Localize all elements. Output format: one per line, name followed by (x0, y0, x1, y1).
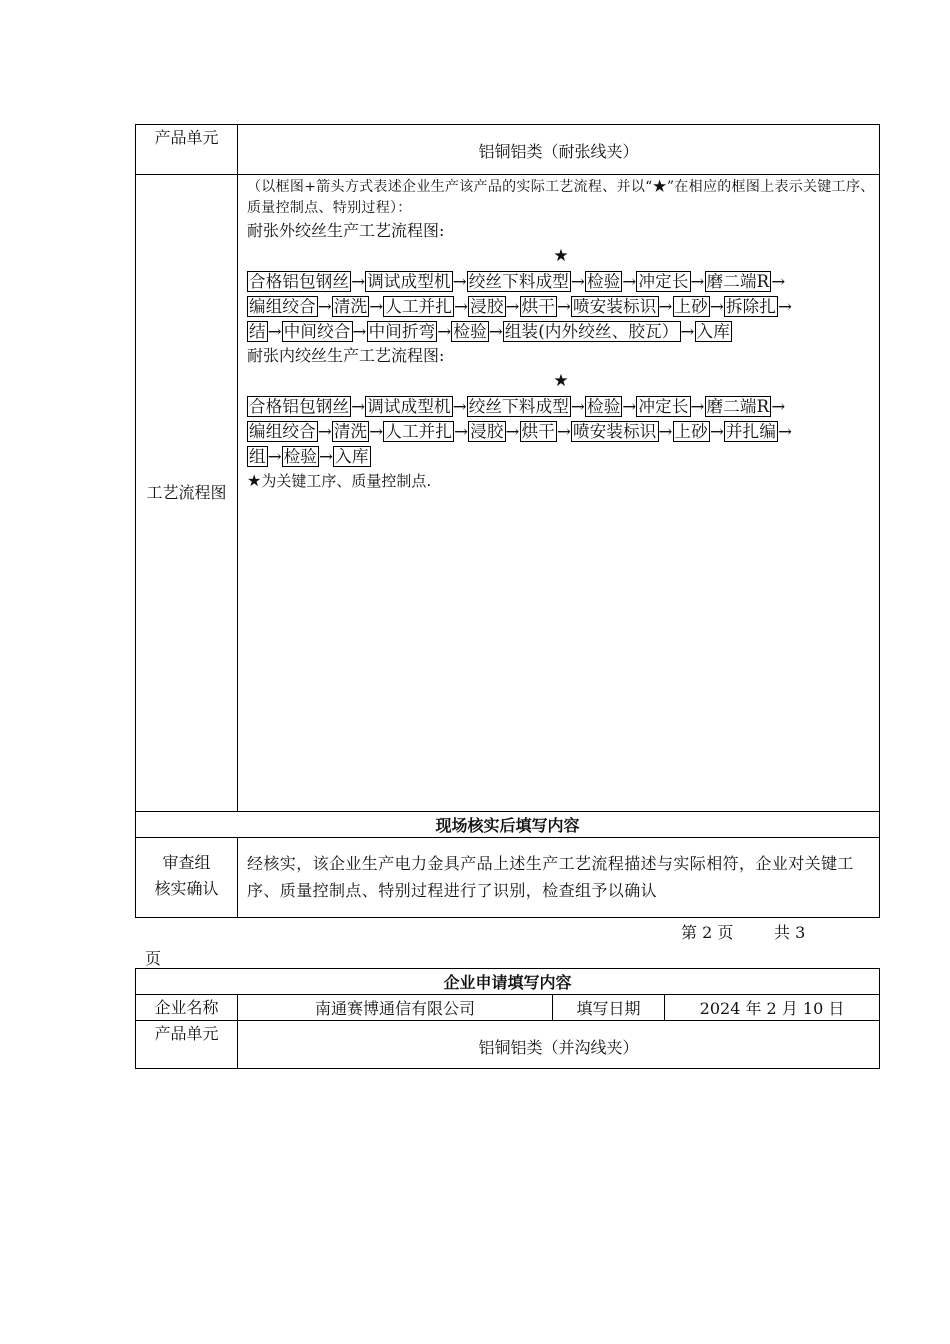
flow-step-box: 组 (249, 447, 266, 466)
flow-step-box: 人工并扎 (385, 297, 453, 316)
flow-step-box: 调试成型机 (367, 272, 451, 291)
review-label-line-1: 审查组 (162, 852, 211, 872)
flow-arrow-icon: → (317, 422, 332, 441)
flow-step-box: 磨二端R (706, 397, 770, 416)
flow-step-box: 结 (249, 322, 266, 341)
flow-arrow-icon: → (452, 272, 467, 291)
flow-step-box: 喷安装标识 (573, 297, 657, 316)
legend (247, 469, 875, 493)
product-unit-value-2: 铝铜铝类（并沟线夹） (238, 1021, 880, 1069)
flow-step-box: 编组绞合 (249, 297, 316, 316)
flow-step-box: 合格铝包钢丝 (249, 397, 350, 416)
flow-step-box: 调试成型机 (367, 397, 451, 416)
flow-step-box: 合格铝包钢丝 (249, 272, 350, 291)
flow-arrow-icon: → (319, 447, 334, 466)
product-unit-label: 产品单元 (136, 125, 238, 175)
flow-arrow-icon: → (369, 422, 384, 441)
flow-step-box: 检验 (587, 272, 621, 291)
flow-arrow-icon: → (709, 297, 724, 316)
application-section-header: 企业申请填写内容 (136, 969, 880, 995)
flow-step-box: 检验 (587, 397, 621, 416)
fill-date-label: 填写日期 (553, 995, 665, 1021)
flow-step-box: 编组绞合 (249, 422, 316, 441)
flow-arrow-icon: → (778, 297, 793, 316)
flow-step-box: 浸胶 (470, 422, 504, 441)
outer-flow-line-2 (247, 294, 875, 319)
onsite-section-header: 现场核实后填写内容 (136, 812, 880, 838)
flow-arrow-icon: → (267, 322, 282, 341)
flow-arrow-icon: → (771, 397, 786, 416)
inner-flow-star: ★ (553, 371, 569, 391)
flow-step-box: 喷安装标识 (573, 422, 657, 441)
flow-step-box: 浸胶 (470, 297, 504, 316)
flow-step-box: 上砂 (674, 422, 708, 441)
flow-step-box: 入库 (335, 447, 369, 466)
flow-arrow-icon: → (505, 297, 520, 316)
flow-arrow-icon: → (622, 272, 637, 291)
flow-arrow-icon: → (352, 322, 367, 341)
flow-step-box: 上砂 (674, 297, 708, 316)
flow-step-box: 烘干 (521, 297, 555, 316)
flow-step-box: 中间绞合 (283, 322, 351, 341)
flow-arrow-icon: → (778, 422, 793, 441)
flow-step-box: 入库 (696, 322, 730, 341)
flow-step-box: 清洗 (333, 297, 368, 316)
flow-step-box: 拆除扎 (725, 297, 777, 316)
flow-arrow-icon: → (658, 297, 673, 316)
process-flow-table (135, 124, 880, 918)
flow-arrow-icon: → (454, 297, 469, 316)
flow-arrow-icon: → (488, 322, 503, 341)
outer-flow-title: 耐张外绞丝生产工艺流程图: (247, 221, 445, 240)
flow-arrow-icon: → (369, 297, 384, 316)
flow-arrow-icon: → (351, 272, 366, 291)
page-number-suffix: 页 (145, 949, 162, 968)
review-confirmation-text: 经核实，该企业生产电力金具产品上述生产工艺流程描述与实际相符，企业对关键工序、质量控制点、特别过程进行了识别，检查组予以确认 (238, 838, 880, 918)
flow-arrow-icon: → (351, 397, 366, 416)
flow-arrow-icon: → (690, 272, 705, 291)
company-name-label: 企业名称 (136, 995, 238, 1021)
flow-step-box: 绞丝下料成型 (468, 397, 569, 416)
flow-arrow-icon: → (437, 322, 452, 341)
flow-arrow-icon: → (658, 422, 673, 441)
flow-arrow-icon: → (505, 422, 520, 441)
outer-flow-star: ★ (553, 246, 569, 266)
flow-arrow-icon: → (267, 447, 282, 466)
flow-arrow-icon: → (317, 297, 332, 316)
page-number-current: 第 2 页 (681, 923, 734, 942)
process-flow-label: 工艺流程图 (136, 175, 238, 812)
inner-flow-line-3 (247, 444, 875, 469)
outer-flow-line-1 (247, 269, 875, 294)
flow-arrow-icon: → (570, 397, 585, 416)
flow-step-box: 磨二端R (706, 272, 770, 291)
legend-text: 为关键工序、质量控制点. (261, 472, 432, 490)
inner-flow-title: 耐张内绞丝生产工艺流程图: (247, 346, 445, 365)
flow-step-box: 绞丝下料成型 (468, 272, 569, 291)
flow-arrow-icon: → (622, 397, 637, 416)
flow-step-box: 组装(内外绞丝、胶瓦） (504, 322, 679, 341)
flow-arrow-icon: → (690, 397, 705, 416)
inner-flow-line-2 (247, 419, 875, 444)
flow-arrow-icon: → (709, 422, 724, 441)
flow-arrow-icon: → (771, 272, 786, 291)
review-label-line-2: 核实确认 (154, 878, 219, 898)
flow-step-box: 冲定长 (638, 397, 689, 416)
flow-step-box: 冲定长 (638, 272, 689, 291)
inner-flow-line-1 (247, 394, 875, 419)
flow-step-box: 并扎编 (725, 422, 777, 441)
flow-arrow-icon: → (570, 272, 585, 291)
review-label (136, 838, 238, 918)
company-name-value: 南通赛博通信有限公司 (238, 995, 553, 1021)
flow-step-box: 检验 (453, 322, 487, 341)
flow-step-box: 烘干 (521, 422, 555, 441)
process-flow-content (238, 175, 880, 812)
product-unit-value: 铝铜铝类（耐张线夹） (238, 125, 880, 175)
application-info-table (135, 968, 880, 1069)
fill-date-value: 2024 年 2 月 10 日 (665, 995, 880, 1021)
flow-arrow-icon: → (680, 322, 695, 341)
process-instruction: （以框图+箭头方式表述企业生产该产品的实际工艺流程、并以“★”在相应的框图上表示关键工序、质量控制点、特别过程）： (247, 179, 875, 216)
flow-step-box: 检验 (283, 447, 318, 466)
flow-step-box: 中间折弯 (368, 322, 436, 341)
flow-arrow-icon: → (452, 397, 467, 416)
legend-star-icon: ★ (247, 471, 262, 490)
outer-flow-line-3 (247, 319, 875, 344)
flow-arrow-icon: → (556, 422, 571, 441)
product-unit-label-2: 产品单元 (136, 1021, 238, 1069)
flow-step-box: 人工并扎 (385, 422, 453, 441)
flow-step-box: 清洗 (333, 422, 368, 441)
page-number-total: 共 3 (774, 923, 806, 942)
flow-arrow-icon: → (454, 422, 469, 441)
flow-arrow-icon: → (556, 297, 571, 316)
